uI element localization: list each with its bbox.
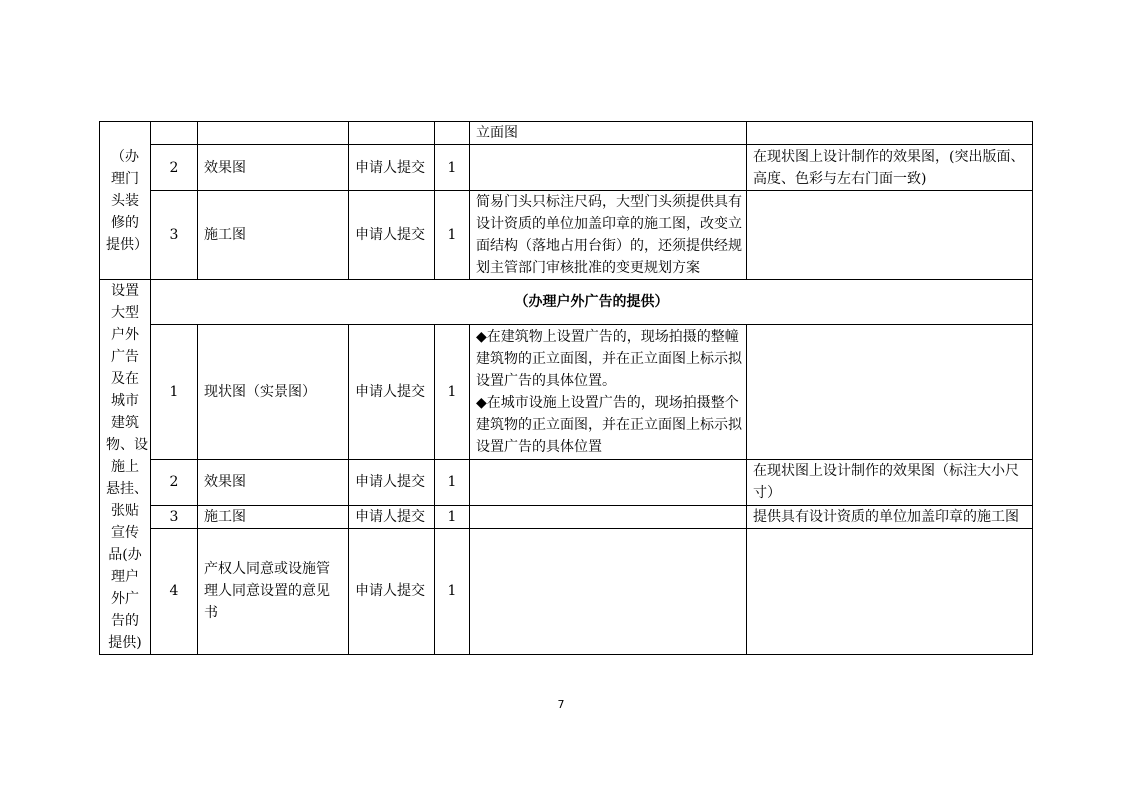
req-line: 建筑物的正立面图，并在正立面图上标示拟: [476, 350, 742, 367]
section-heading: （办理户外广告的提供）: [151, 280, 1033, 325]
category-line: 修的: [111, 214, 139, 231]
note-cell: [747, 145, 1033, 191]
category-line: 户外: [111, 327, 139, 343]
table-row: [100, 324, 1033, 459]
note-line: 高度、色彩与左右门面一致): [753, 170, 927, 187]
note-cell: [747, 459, 1033, 505]
qty-cell: 1: [435, 459, 470, 505]
req-cell: [470, 122, 747, 145]
req-line: 简易门头只标注尺码，大型门头须提供具有: [476, 194, 742, 210]
req-cell: [470, 505, 747, 528]
source-cell: 申请人提交: [349, 145, 435, 191]
req-line: 设置广告的具体位置。: [476, 372, 616, 389]
source-cell: 申请人提交: [349, 324, 435, 459]
num-cell: 2: [151, 459, 198, 505]
num-cell: 3: [151, 191, 198, 280]
note-line: 寸）: [753, 485, 781, 502]
req-line: ◆在城市设施上设置广告的，现场拍摄整个: [476, 394, 739, 411]
qty-cell: 1: [435, 505, 470, 528]
req-line: 划主管部门审核批准的变更规划方案: [476, 260, 700, 276]
name-cell: [198, 122, 349, 145]
category-line: 提供): [108, 635, 142, 651]
table-row: [100, 459, 1033, 505]
category-cell: [100, 280, 151, 655]
category-line: 告的: [111, 613, 139, 629]
req-cell: [470, 459, 747, 505]
category-line: 大型: [111, 305, 139, 321]
source-cell: [349, 122, 435, 145]
category-line: 张贴: [111, 503, 139, 519]
req-line: 设置广告的具体位置: [476, 438, 602, 455]
category-line: 悬挂、: [106, 481, 148, 497]
note-cell: [747, 505, 1033, 528]
name-line: 产权人同意或设施管: [204, 561, 330, 578]
category-line: 城市: [111, 393, 139, 409]
name-cell: 效果图: [198, 145, 349, 191]
req-cell: [470, 528, 747, 654]
table-row: [100, 528, 1033, 654]
category-line: 宣传: [111, 525, 139, 541]
table-row: [100, 280, 1033, 325]
req-line: 立面图: [476, 125, 518, 141]
note-cell: [747, 122, 1033, 145]
category-line: 外广: [111, 591, 139, 607]
category-line: 及在: [111, 371, 139, 387]
name-line: 现状图（实景图）: [204, 383, 316, 400]
category-line: （办: [111, 148, 139, 165]
qty-cell: 1: [435, 145, 470, 191]
req-line: ◆在建筑物上设置广告的，现场拍摄的整幢: [476, 328, 739, 345]
name-line: 效果图: [204, 474, 246, 491]
num-cell: 4: [151, 528, 198, 654]
category-line: 施上: [111, 459, 139, 475]
name-line: 理人同意设置的意见: [204, 583, 330, 600]
category-line: 头装: [111, 192, 139, 209]
category-cell: [100, 122, 151, 280]
name-cell: [198, 528, 349, 654]
num-cell: 2: [151, 145, 198, 191]
num-cell: 1: [151, 324, 198, 459]
name-cell: [198, 505, 349, 528]
page-number: 7: [557, 698, 565, 711]
qty-cell: 1: [435, 191, 470, 280]
table-row: [100, 191, 1033, 280]
category-line: 物、设: [106, 437, 148, 453]
table-row: [100, 505, 1033, 528]
req-cell: [470, 145, 747, 191]
category-line: 广告: [111, 349, 139, 365]
source-cell: 申请人提交: [349, 505, 435, 528]
category-line: 设置: [111, 283, 139, 299]
qty-cell: [435, 122, 470, 145]
name-cell: [198, 459, 349, 505]
num-cell: [151, 122, 198, 145]
name-line: 施工图: [204, 508, 246, 525]
note-line: 在现状图上设计制作的效果图（标注大小尺: [753, 463, 1019, 480]
category-line: 理户: [111, 569, 139, 585]
category-line: 提供）: [106, 236, 148, 253]
note-line: 在现状图上设计制作的效果图，(突出版面、: [753, 148, 1025, 165]
table-row: [100, 145, 1033, 191]
note-cell: [747, 324, 1033, 459]
name-cell: 施工图: [198, 191, 349, 280]
req-line: 设计资质的单位加盖印章的施工图，改变立: [476, 216, 742, 232]
qty-cell: 1: [435, 528, 470, 654]
note-cell: [747, 191, 1033, 280]
req-line: 面结构（落地占用台街）的，还须提供经规: [476, 238, 742, 254]
category-line: 理门: [111, 170, 139, 187]
requirements-table: [99, 121, 1033, 655]
category-line: 品(办: [108, 547, 142, 563]
source-cell: 申请人提交: [349, 191, 435, 280]
note-cell: [747, 528, 1033, 654]
table-row: [100, 122, 1033, 145]
req-line: 建筑物的正立面图，并在正立面图上标示拟: [476, 416, 742, 433]
source-cell: 申请人提交: [349, 528, 435, 654]
req-cell: [470, 191, 747, 280]
qty-cell: 1: [435, 324, 470, 459]
req-cell: [470, 324, 747, 459]
num-cell: 3: [151, 505, 198, 528]
name-line: 书: [204, 605, 218, 622]
source-cell: 申请人提交: [349, 459, 435, 505]
note-line: 提供具有设计资质的单位加盖印章的施工图: [753, 508, 1019, 525]
category-line: 建筑: [111, 415, 139, 431]
name-cell: [198, 324, 349, 459]
